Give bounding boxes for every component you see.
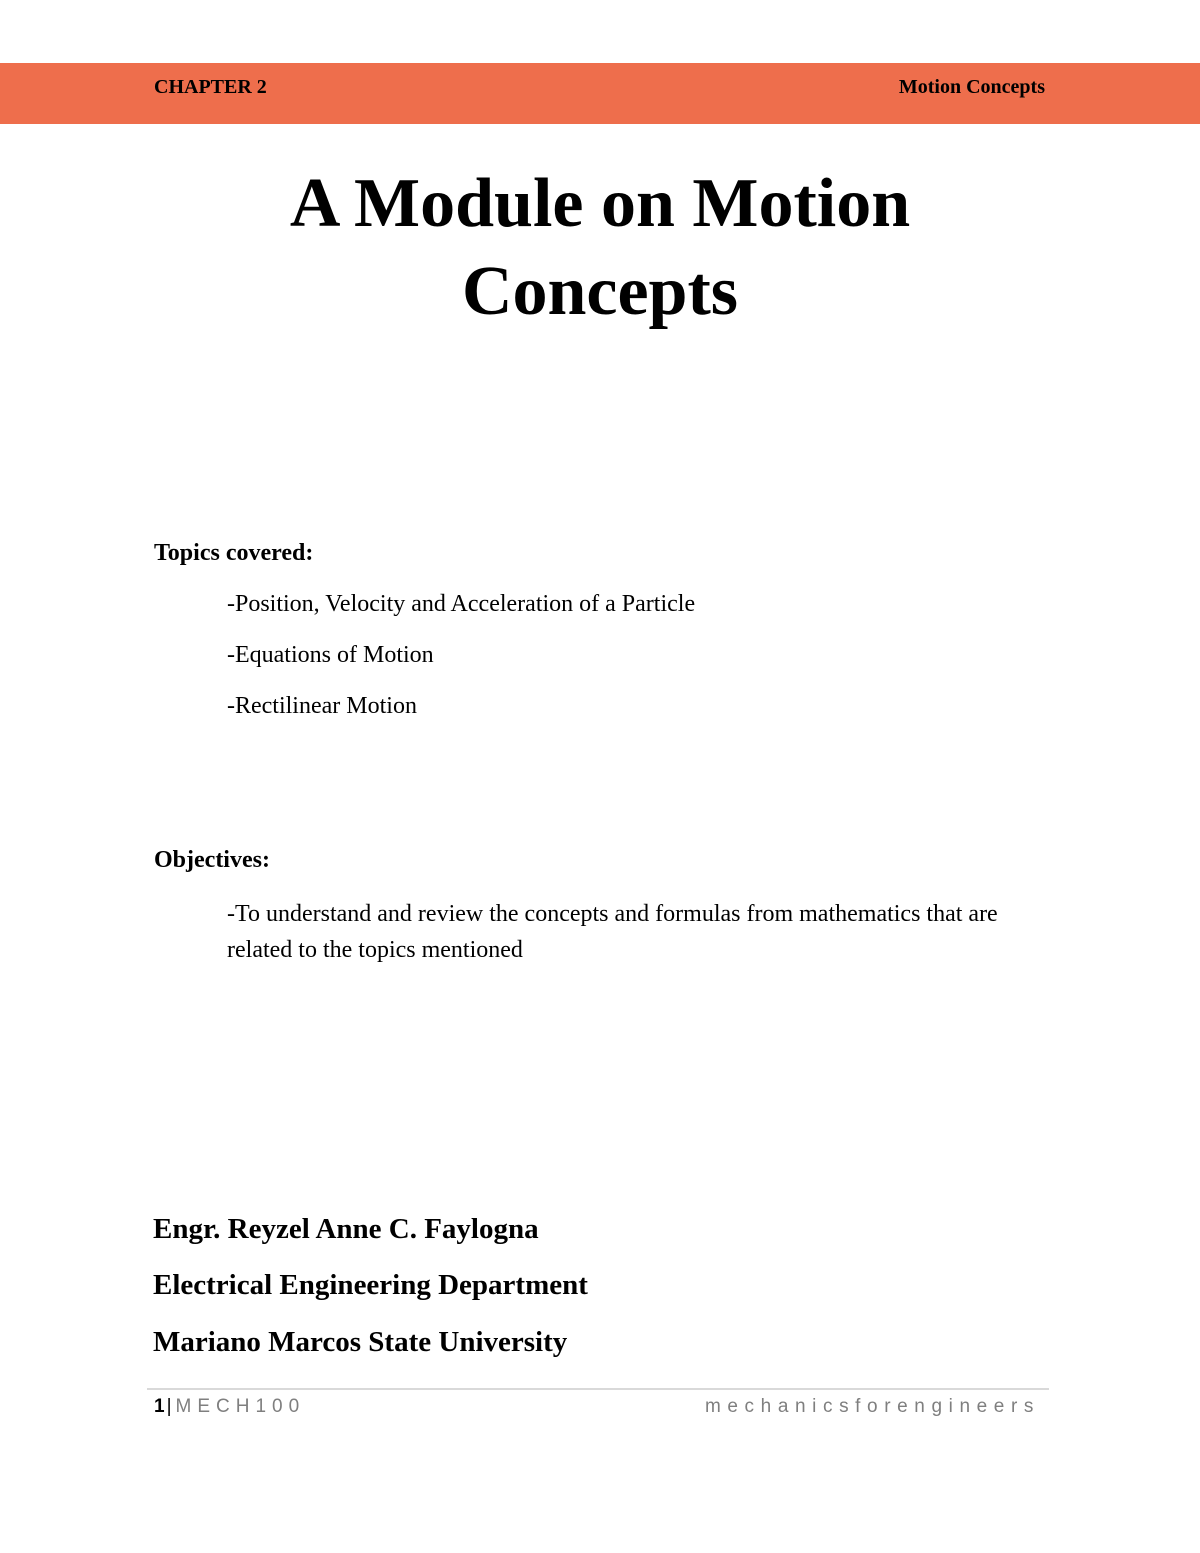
course-code: MECH100 bbox=[175, 1396, 306, 1417]
objective-text: -To understand and review the concepts and formulas from mathematics that are related to the topics mentioned bbox=[227, 901, 998, 963]
topic-item: -Rectilinear Motion bbox=[227, 693, 417, 719]
footer-tagline: mechanicsforengineers bbox=[704, 1396, 1040, 1417]
page-number: 1 bbox=[154, 1396, 165, 1417]
footer-course bbox=[154, 1395, 305, 1419]
objectives-heading: Objectives: bbox=[154, 847, 270, 873]
footer-separator: | bbox=[166, 1396, 172, 1417]
topics-heading: Topics covered: bbox=[154, 540, 314, 566]
topic-item: -Position, Velocity and Acceleration of a Particle bbox=[227, 591, 696, 617]
running-title: Motion Concepts bbox=[898, 76, 1045, 98]
title-line-2: Concepts bbox=[461, 253, 739, 330]
author-university: Mariano Marcos State University bbox=[153, 1326, 568, 1358]
topic-item: -Equations of Motion bbox=[227, 642, 434, 668]
author-department: Electrical Engineering Department bbox=[153, 1269, 588, 1301]
footer-divider bbox=[147, 1388, 1049, 1390]
chapter-label: CHAPTER 2 bbox=[154, 76, 267, 98]
title-line-1: A Module on Motion bbox=[289, 165, 911, 242]
page-title bbox=[0, 160, 1200, 336]
author-name: Engr. Reyzel Anne C. Faylogna bbox=[153, 1213, 539, 1245]
